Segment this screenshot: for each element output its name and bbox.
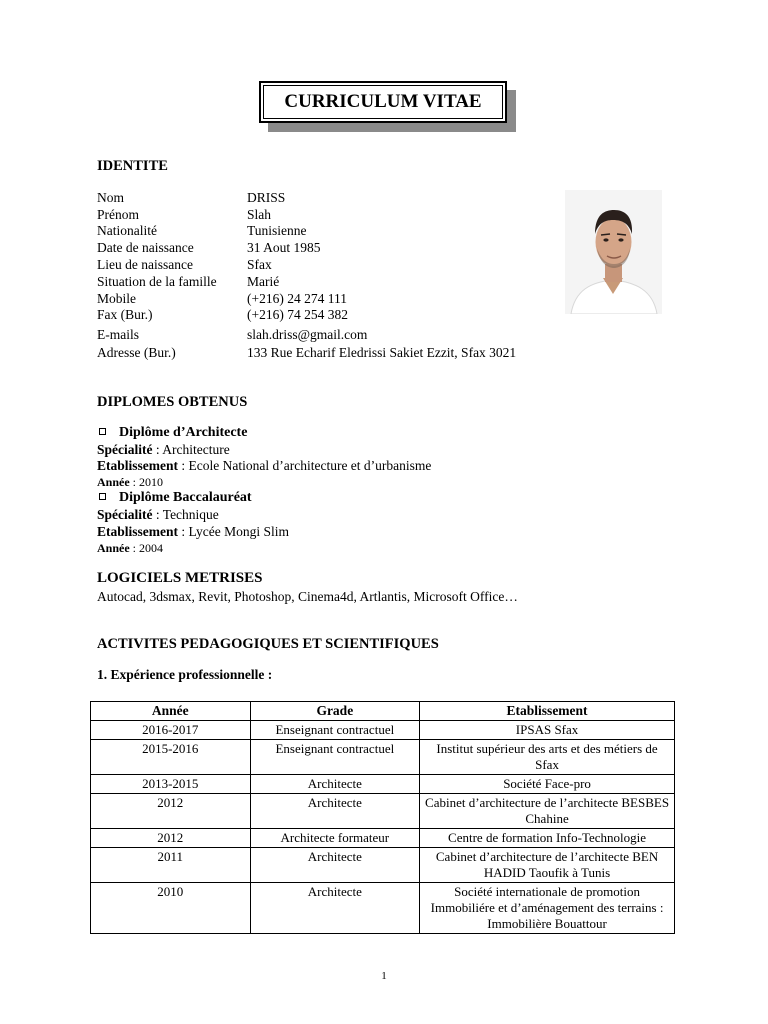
detail-value: Technique <box>162 507 219 522</box>
diploma-name: Diplôme Baccalauréat <box>119 490 252 505</box>
square-bullet-icon <box>99 428 106 435</box>
cell-grade: Architecte <box>250 883 420 934</box>
title-frame <box>259 81 507 123</box>
diploma-detail: Année : 2004 <box>97 541 164 555</box>
column-header-grade: Grade <box>250 702 420 721</box>
experience-subheading: 1. Expérience professionnelle : <box>97 667 273 682</box>
activites-heading: ACTIVITES PEDAGOGIQUES ET SCIENTIFIQUES <box>97 636 439 652</box>
identity-row <box>97 207 271 223</box>
page-number: 1 <box>381 970 387 982</box>
identity-row <box>97 257 272 273</box>
identity-value: Marié <box>247 274 280 289</box>
column-header-annee: Année <box>91 702 251 721</box>
identity-value: (+216) 74 254 382 <box>247 307 348 322</box>
detail-label: Spécialité <box>97 507 153 522</box>
identity-row <box>97 190 285 206</box>
identity-row <box>97 327 367 343</box>
identity-value: 31 Aout 1985 <box>247 240 321 255</box>
cell-etablissement: Institut supérieur des arts et des métiers de Sfax <box>420 740 675 775</box>
identity-label: Situation de la famille <box>97 274 217 289</box>
diploma-detail: Année : 2010 <box>97 475 164 489</box>
table-header-row <box>91 702 675 721</box>
cell-annee: 2016-2017 <box>91 721 251 740</box>
detail-value: 2010 <box>139 475 164 489</box>
identity-value: 133 Rue Echarif Eledrissi Sakiet Ezzit, Sfax 3021 <box>247 345 517 360</box>
document-title: CURRICULUM VITAE <box>259 81 507 123</box>
diploma-detail: Etablissement : Lycée Mongi Slim <box>97 524 290 539</box>
cell-etablissement: Cabinet d’architecture de l’architecte BESBES Chahine <box>420 794 675 829</box>
identity-row <box>97 274 279 290</box>
cell-annee: 2011 <box>91 848 251 883</box>
identity-row <box>97 223 307 239</box>
detail-value: 2004 <box>139 541 164 555</box>
experience-table <box>90 701 675 934</box>
diploma-name: Diplôme d’Architecte <box>119 425 248 440</box>
cell-etablissement: Société internationale de promotion Immobiliére et d’aménagement des terrains : Immobilière Bouattour <box>420 883 675 934</box>
identity-row <box>97 240 321 256</box>
identity-label: Prénom <box>97 207 139 222</box>
table-row <box>91 794 675 829</box>
email-link[interactable]: slah.driss@gmail.com <box>247 327 368 342</box>
cell-grade: Architecte <box>250 794 420 829</box>
detail-value: Lycée Mongi Slim <box>188 524 290 539</box>
identity-row <box>97 291 347 307</box>
identite-heading: IDENTITE <box>97 158 168 174</box>
identity-label: Adresse (Bur.) <box>97 345 176 360</box>
identity-value: Sfax <box>247 257 272 272</box>
identity-value: (+216) 24 274 111 <box>247 291 347 306</box>
identity-label: Mobile <box>97 291 136 306</box>
table-row <box>91 848 675 883</box>
identity-label: E-mails <box>97 327 139 342</box>
square-bullet-icon <box>99 493 106 500</box>
table-row <box>91 829 675 848</box>
cell-etablissement: IPSAS Sfax <box>420 721 675 740</box>
cell-etablissement: Centre de formation Info-Technologie <box>420 829 675 848</box>
detail-label: Année <box>97 475 130 489</box>
detail-label: Année <box>97 541 130 555</box>
cell-annee: 2012 <box>91 829 251 848</box>
diploma-title <box>97 425 247 441</box>
table-row <box>91 721 675 740</box>
table-row <box>91 883 675 934</box>
logiciels-heading: LOGICIELS METRISES <box>97 570 263 586</box>
cell-annee: 2015-2016 <box>91 740 251 775</box>
column-header-etablissement: Etablissement <box>420 702 675 721</box>
diploma-title <box>97 490 252 506</box>
cell-grade: Architecte <box>250 775 420 794</box>
table-row <box>91 775 675 794</box>
cell-grade: Architecte <box>250 848 420 883</box>
detail-label: Etablissement <box>97 458 178 473</box>
logiciels-list: Autocad, 3dsmax, Revit, Photoshop, Cinema4d, Artlantis, Microsoft Office… <box>97 589 518 604</box>
cell-grade: Architecte formateur <box>250 829 420 848</box>
diploma-detail: Spécialité : Technique <box>97 507 219 522</box>
detail-value: Architecture <box>162 442 230 457</box>
cell-etablissement: Cabinet d’architecture de l’architecte BEN HADID Taoufik à Tunis <box>420 848 675 883</box>
identity-row <box>97 345 516 361</box>
cell-etablissement: Société Face-pro <box>420 775 675 794</box>
table-row <box>91 740 675 775</box>
diploma-detail: Etablissement : Ecole National d’architecture et d’urbanisme <box>97 458 432 473</box>
diploma-detail: Spécialité : Architecture <box>97 442 230 457</box>
identity-label: Lieu de naissance <box>97 257 193 272</box>
cell-annee: 2010 <box>91 883 251 934</box>
detail-value: Ecole National d’architecture et d’urbanisme <box>188 458 432 473</box>
cell-annee: 2013-2015 <box>91 775 251 794</box>
identity-value: Tunisienne <box>247 223 307 238</box>
identity-label: Nationalité <box>97 223 157 238</box>
cell-grade: Enseignant contractuel <box>250 721 420 740</box>
identity-value: DRISS <box>247 190 286 205</box>
identity-label: Date de naissance <box>97 240 194 255</box>
diplomes-heading: DIPLOMES OBTENUS <box>97 394 248 410</box>
identity-row <box>97 307 348 323</box>
cell-annee: 2012 <box>91 794 251 829</box>
identity-value: Slah <box>247 207 272 222</box>
profile-photo <box>565 190 662 314</box>
detail-label: Spécialité <box>97 442 153 457</box>
detail-label: Etablissement <box>97 524 178 539</box>
cell-grade: Enseignant contractuel <box>250 740 420 775</box>
portrait-image <box>565 190 662 314</box>
identity-label: Fax (Bur.) <box>97 307 153 322</box>
identity-label: Nom <box>97 190 124 205</box>
